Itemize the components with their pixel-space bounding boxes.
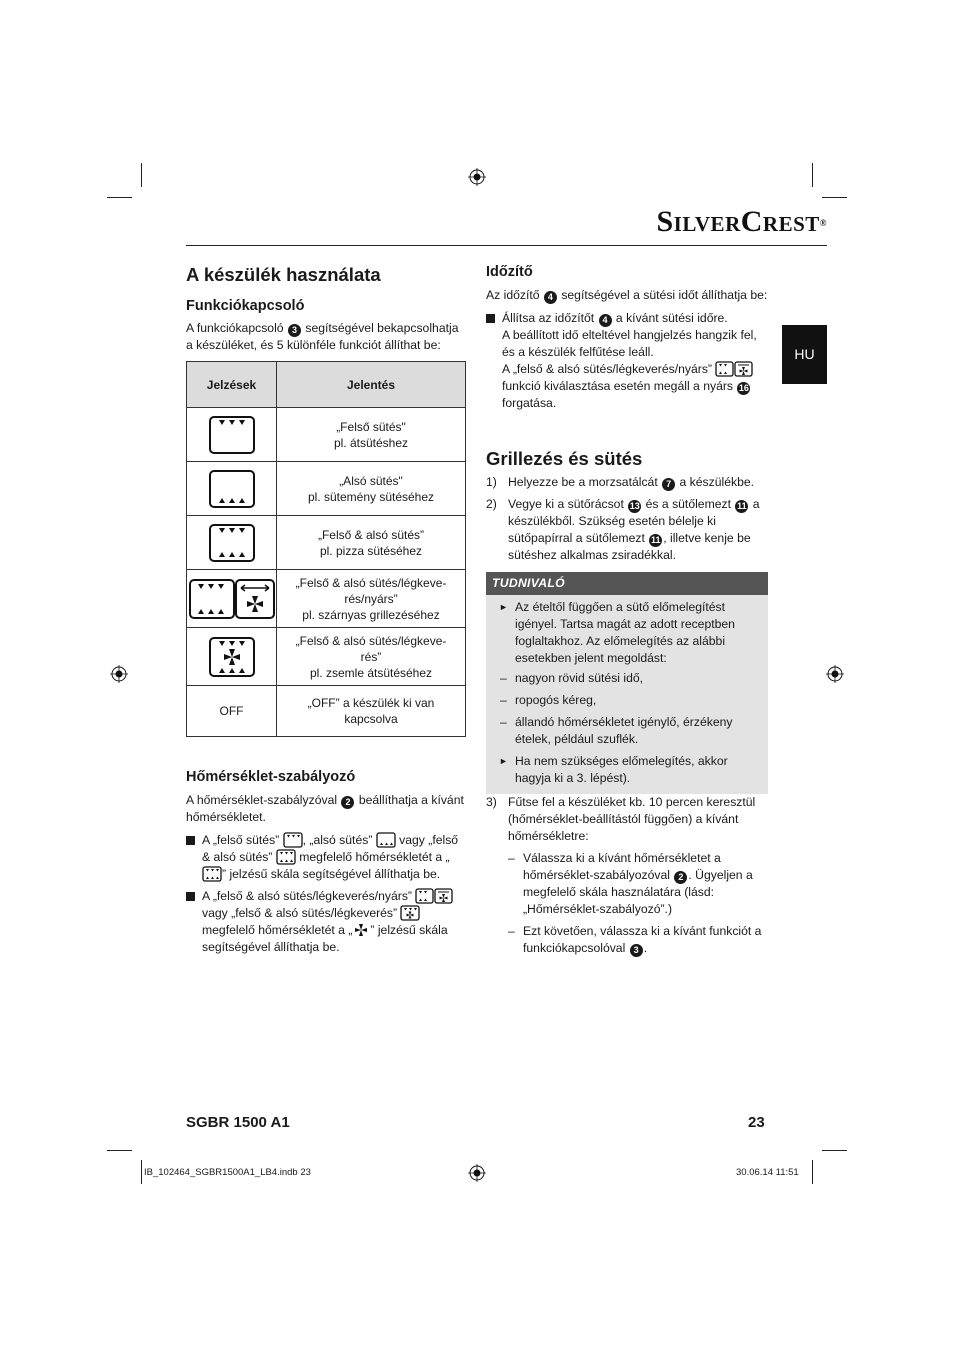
registration-mark-icon (826, 665, 844, 683)
timer-section: Az időzítő 4 segítségével a sütési időt állíthatja be: Állítsa az időzítőt 4 a kívánt sütési időre. A beállított idő elteltével hangjelzés hangzik fel, és a készülék felfűtése leáll. A „felső & alsó sütés/légkeverés/nyárs” funkció kiválasztása esetén megáll a nyárs 16 forgatása. (486, 288, 768, 410)
table-meaning-cell: „Felső & alsó sütés/légkeve- rés/nyárs” pl. szárnyas grillezéséhez (277, 570, 466, 628)
list-item: ► Ha nem szükséges előmelegítés, akkor hagyja ki a 3. lépést). (499, 754, 728, 785)
registration-mark-icon (468, 1164, 486, 1182)
grill-steps-continued (486, 794, 768, 962)
list-item: A „felső sütés” , „alsó sütés” vagy „felső & alsó sütés” megfelelő hőmérsékletét a „” jelzésű skála segítségével állíthatja be. (186, 832, 468, 883)
list-item: ► Az ételtől függően a sütő előmelegítést igényel. Tartsa magát az adott receptben foglaltakhoz. Az előmelegítés az alábbi esetekben jelent megoldást: (499, 600, 735, 665)
note-box (486, 572, 768, 794)
list-item: – Válassza ki a kívánt hőmérsékletet a hőmérséklet-szabályozóval 2 . Ügyeljen a megfelelő skála használatára (lásd: „Hőmérséklet-szabályozó”.) (508, 851, 753, 916)
table-meaning-cell: „Felső sütés" pl. átsütéshez (277, 408, 466, 462)
table-symbol-cell (187, 462, 277, 516)
language-tab: HU (782, 325, 827, 384)
model-number: SGBR 1500 A1 (186, 1114, 290, 1131)
crop-mark (107, 197, 132, 198)
table-row (187, 462, 466, 516)
list-item: A „felső & alsó sütés/légkeverés/nyárs” vagy „felső & alsó sütés/légkeverés” megfelelő hőmérsékletét a „ ” jelzésű skála segítségével állíthatja be. (186, 888, 468, 956)
table-row (187, 628, 466, 686)
header-rule (186, 245, 827, 246)
top-bottom-heat-icon (189, 579, 235, 619)
top-bottom-fan-rotisserie-icon (415, 888, 453, 904)
table-header-row (187, 362, 466, 408)
temperature-heading: Hőmérséklet-szabályozó (186, 769, 356, 785)
crop-mark (107, 1150, 132, 1151)
crop-mark (812, 1160, 813, 1184)
table-symbol-cell (187, 686, 277, 737)
table-meaning-cell: „Alsó sütés" pl. sütemény sütéséhez (277, 462, 466, 516)
list-item: – nagyon rövid sütési idő, (500, 671, 644, 685)
crop-mark (141, 1160, 142, 1184)
table-meaning-cell: „Felső & alsó sütés/légkeve- rés” pl. zsemle átsütéséhez (277, 628, 466, 686)
grill-section-title: Grillezés és sütés (486, 448, 643, 469)
table-row (187, 570, 466, 628)
list-item: – Ezt követően, válassza ki a kívánt funkciót a funkciókapcsolóval 3 . (508, 924, 762, 955)
list-item: – állandó hőmérsékletet igénylő, érzékeny ételek, például szuflék. (500, 715, 733, 746)
table-row (187, 516, 466, 570)
crop-mark (822, 1150, 847, 1151)
top-bottom-fan-icon (400, 905, 420, 921)
table-meaning-cell: „OFF” a készülék ki van kapcsolva (277, 686, 466, 737)
top-heat-icon (208, 415, 256, 455)
note-heading: TUDNIVALÓ (486, 572, 768, 595)
crop-mark (812, 163, 813, 187)
brand-logo: SILVERCREST® (656, 205, 827, 238)
table-header-cell: Jelentés (277, 362, 466, 408)
fan-icon (352, 922, 370, 938)
crop-mark (141, 163, 142, 187)
bottom-heat-icon (376, 832, 396, 848)
function-switch-text: A funkciókapcsoló 3 segítségével bekapcsolhatja a készüléket, és 5 különféle funkciót állíthat be: (186, 321, 459, 352)
list-item: 2) Vegye ki a sütőrácsot 13 és a sütőlemezt 11 a készülékből. Szükség esetén bélelje ki sütőpapírral a sütőlemezt 11 , illetve kenje be sütéshez alkalmas zsiradékkal. (486, 497, 760, 562)
function-switch-heading: Funkciókapcsoló (186, 298, 305, 314)
table-meaning-cell: „Felső & alsó sütés” pl. pizza sütéséhez (277, 516, 466, 570)
section-title: A készülék használata (186, 264, 381, 285)
list-item: 1) Helyezze be a morzsatálcát 7 a készülékbe. (486, 475, 755, 489)
table-row (187, 686, 466, 737)
note-body (486, 595, 768, 794)
table-row (187, 408, 466, 462)
top-bottom-fan-icon (208, 636, 256, 678)
top-bottom-heat-icon (202, 866, 222, 882)
print-slug-date: 30.06.14 11:51 (736, 1167, 799, 1178)
off-label: OFF (219, 704, 244, 718)
table-symbol-cell (187, 408, 277, 462)
table-symbol-cell (187, 516, 277, 570)
print-slug-file: IB_102464_SGBR1500A1_LB4.indb 23 (144, 1167, 311, 1178)
function-table (186, 361, 466, 737)
fan-rotisserie-icon (235, 579, 275, 619)
registration-mark-icon (110, 665, 128, 683)
table-symbol-cell (187, 628, 277, 686)
top-bottom-heat-icon (276, 849, 296, 865)
list-item: – ropogós kéreg, (500, 693, 597, 707)
timer-heading: Időzítő (486, 264, 533, 280)
temperature-text: A hőmérséklet-szabályzóval 2 beállíthatja a kívánt hőmérsékletet. A „felső sütés” , „alsó sütés” vagy „felső & alsó sütés” megfelelő hőmérsékletét a „” jelzésű skála segítségével állíthatja be. A „felső & alsó sütés/légkeverés/nyárs” vagy „felső & alsó sütés/légkeverés” megfelelő hőmérsékletét a „ ” jelzésű skála segítségével állíthatja be. (186, 792, 468, 961)
list-item: Állítsa az időzítőt 4 a kívánt sütési időre. A beállított idő elteltével hangjelzés hangzik fel, és a készülék felfűtése leáll. A „felső & alsó sütés/légkeverés/nyárs” funkció kiválasztása esetén megáll a nyárs 16 forgatása. (486, 310, 768, 412)
registration-mark-icon (468, 168, 486, 186)
list-item: 3) Fűtse fel a készüléket kb. 10 percen keresztül (hőmérséklet-beállítástól függően) a kívánt hőmérsékletre: (486, 795, 756, 843)
crop-mark (822, 197, 847, 198)
table-symbol-cell (187, 570, 277, 628)
bottom-heat-icon (208, 469, 256, 509)
top-bottom-fan-rotisserie-icon (715, 361, 753, 377)
page-number: 23 (748, 1114, 765, 1131)
grill-steps (486, 474, 768, 569)
table-header-cell: Jelzések (187, 362, 277, 408)
top-bottom-heat-icon (208, 523, 256, 563)
top-heat-icon (283, 832, 303, 848)
